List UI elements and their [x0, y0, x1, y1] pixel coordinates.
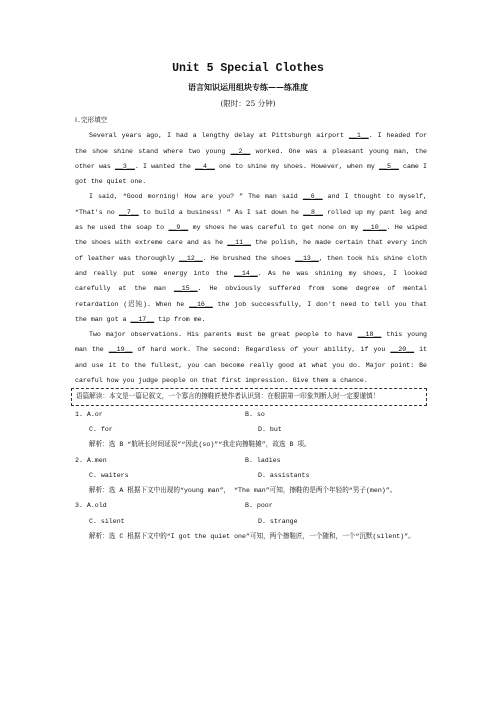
- blank-number: __7__: [118, 208, 139, 216]
- passage-text: one to shine my shoes. However, when my: [214, 162, 380, 170]
- passage-text: , then took his shine cloth and really put some energy into the: [75, 254, 427, 277]
- option-row: [75, 453, 427, 468]
- blank-number: __8__: [303, 208, 323, 216]
- option-row: [75, 468, 427, 483]
- blank-number: __16__: [189, 300, 213, 308]
- blank-number: __14__: [233, 269, 258, 277]
- blank-number: __9__: [168, 224, 189, 232]
- passage-text: I said, “Good morning! How are you? ” The man said: [89, 193, 303, 201]
- answer-explanation: 解析：选 C 根据下文中的“I got the quiet one”可知，两个擦鞋匠，一个随和，一个“沉默(silent)”。: [89, 533, 415, 541]
- answer-option: D. strange: [258, 517, 298, 525]
- passage-text: . I headed for the shoe shine stand where two young: [75, 132, 427, 155]
- question-list: [75, 407, 427, 545]
- passage-text: worked. One was a pleasant young man, the other was: [75, 147, 427, 170]
- time-limit: (限时：25 分钟): [220, 99, 276, 108]
- answer-option: D. but: [258, 425, 282, 433]
- blank-number: __20__: [390, 346, 415, 354]
- passage-text: . As he was shining my shoes, I looked carefully at the man: [75, 269, 427, 293]
- document-body: [75, 113, 427, 544]
- blank-number: __2__: [230, 147, 251, 155]
- answer-explanation: 解析：选 B “航班长时间延误”“因此(so)”“我走向擦鞋摊”，故选 B 项。: [89, 441, 311, 449]
- passage-analysis: 语篇解读：本文是一篇记叙文，一个寡言的擦鞋匠使作者认识到：在根据第一印象判断人时一定要谨慎！: [71, 388, 427, 405]
- blank-number: __5__: [379, 162, 399, 170]
- section-label: Ⅰ.完形填空: [75, 117, 108, 124]
- answer-option: 1. A.or: [75, 410, 103, 418]
- blank-number: __1__: [348, 132, 369, 140]
- blank-number: __17__: [130, 315, 155, 323]
- passage-text: came I got the quiet one.: [75, 162, 427, 186]
- passage-text: the job successfully, I don't need to tell you that the man got a: [75, 300, 427, 323]
- blank-number: __19__: [108, 346, 133, 354]
- blank-number: __12__: [178, 254, 203, 262]
- answer-explanation: 解析：选 A 根据下文中出现的“young man”， “The man”可知，擦鞋的是两个年轻的“男子(men)”。: [89, 487, 397, 495]
- passage-text: Two major observations. His parents must be great people to have: [89, 331, 358, 339]
- passage-text: Several years ago, I had a lengthy delay at Pittsburgh airport: [89, 132, 349, 140]
- passage-text: and I thought to myself, “That's no: [75, 193, 427, 216]
- blank-number: __15__: [173, 285, 198, 293]
- blank-number: __11__: [227, 239, 251, 247]
- passage-text: . I wanted the: [134, 162, 196, 170]
- cloze-passage: [75, 128, 427, 388]
- blank-number: __3__: [115, 162, 135, 170]
- passage-paragraph: [75, 327, 427, 388]
- passage-text: . He wiped the shoes with extreme care and as he: [75, 224, 427, 247]
- passage-text: . He brushed the shoes: [202, 254, 296, 262]
- page-title: Unit 5 Special Clothes: [172, 62, 324, 75]
- passage-paragraph: [75, 128, 427, 189]
- passage-paragraph: [75, 189, 427, 327]
- answer-option: C. waiters: [89, 471, 129, 479]
- passage-text: the polish, he made certain that every inch of leather was thoroughly: [75, 239, 427, 262]
- passage-text: this young man the: [75, 331, 427, 354]
- passage-text: to build a business! ” As I sat down he: [138, 208, 304, 216]
- blank-number: __13__: [295, 254, 319, 262]
- option-row: [75, 498, 427, 513]
- answer-option: B. poor: [245, 502, 273, 510]
- passage-text: . He obviously suffered from some degree of mental retardation (迟钝). When he: [75, 285, 427, 308]
- passage-text: of hard work. The second: Regardless of your ability, if you: [132, 346, 391, 354]
- passage-text: rolled up my pant leg and as he used the soap to: [75, 208, 427, 232]
- passage-text: my shoes he was careful to get none on my: [188, 224, 363, 232]
- answer-option: 3. A.old: [75, 502, 107, 510]
- blank-number: __10__: [362, 224, 387, 232]
- passage-text: it and use it to the fullest, you can become really good at what you do. Major point: Be careful how you judge people on that first impression. Give them a chance.: [75, 346, 428, 385]
- passage-text: tip from me.: [154, 315, 206, 323]
- option-row: [75, 407, 427, 422]
- blank-number: __18__: [357, 331, 382, 339]
- page-subtitle: 语言知识运用组块专练——练准度: [188, 82, 308, 92]
- option-row: [75, 514, 427, 529]
- answer-option: D. assistants: [258, 471, 310, 479]
- answer-option: C. silent: [89, 517, 125, 525]
- answer-option: 2. A.men: [75, 456, 107, 464]
- blank-number: __6__: [302, 193, 323, 201]
- answer-option: B. ladies: [245, 456, 281, 464]
- option-row: [75, 422, 427, 437]
- blank-number: __4__: [195, 162, 215, 170]
- answer-option: B. so: [245, 410, 265, 418]
- answer-option: C. for: [89, 425, 113, 433]
